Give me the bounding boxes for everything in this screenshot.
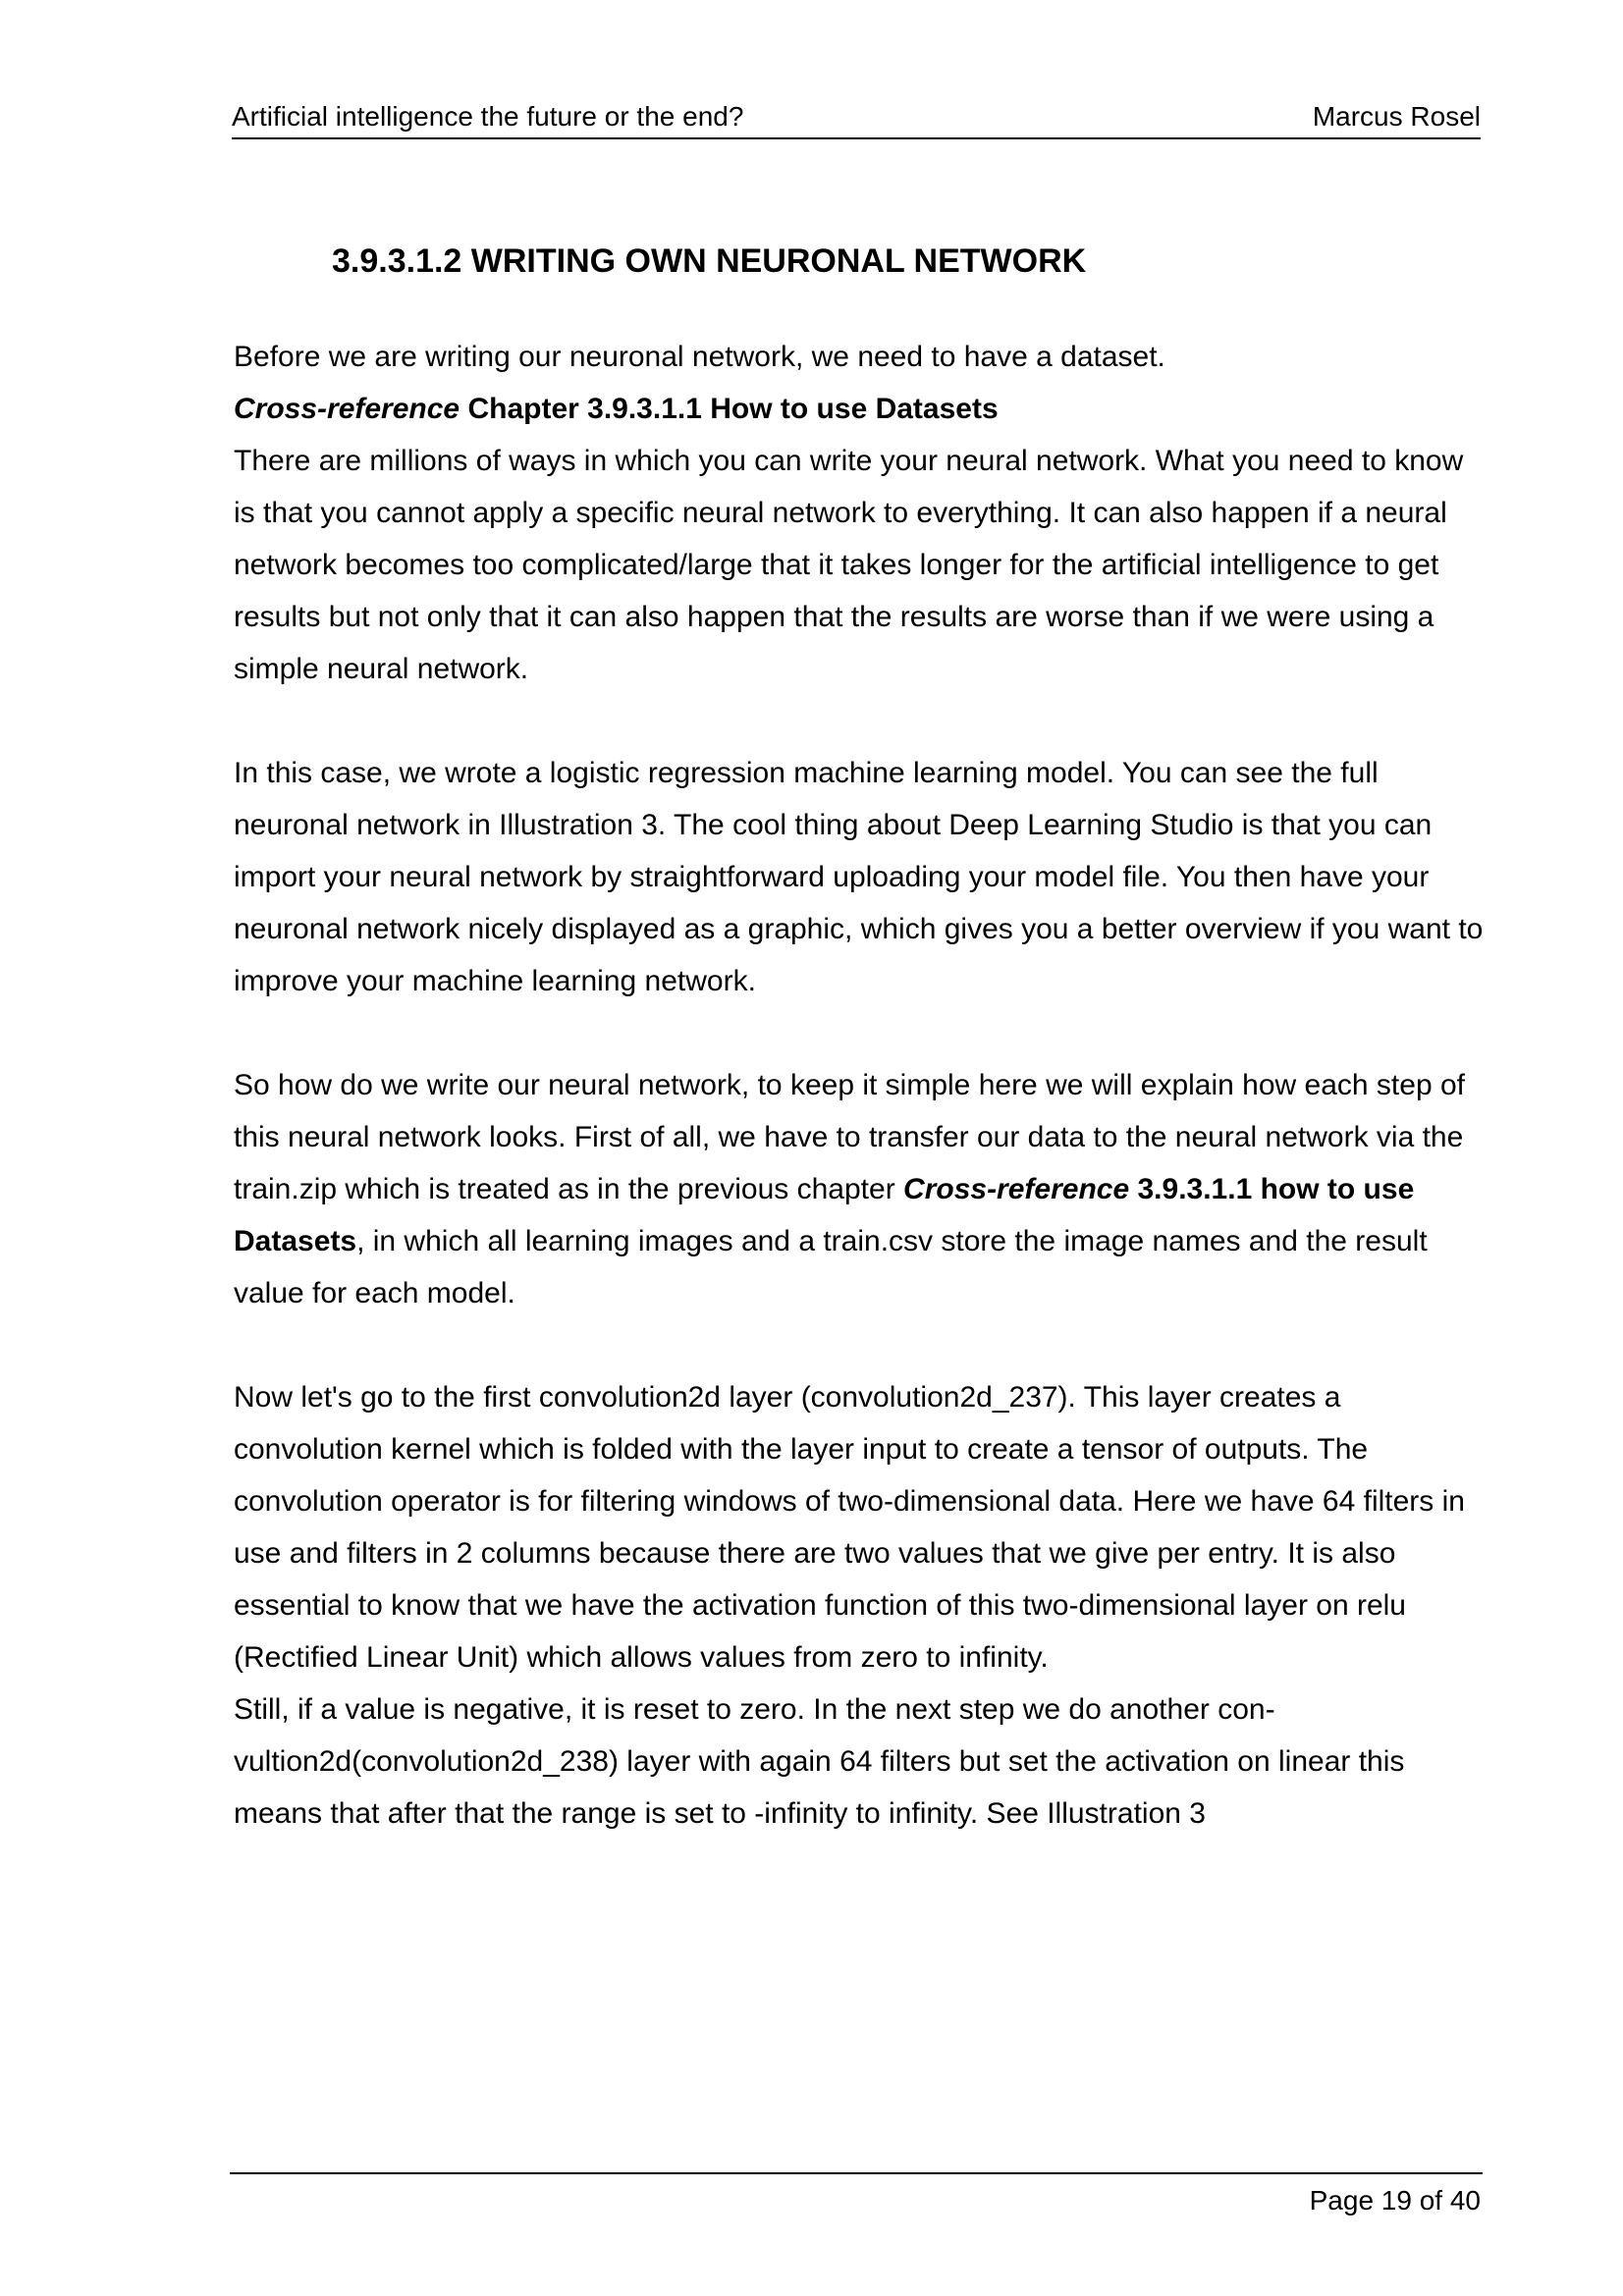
paragraph-activation: Still, if a value is negative, it is reset to zero. In the next step we do another con-vultion2d(convolution2d_238) layer with again 64 filters but set the activation on linear this means that after that the range is set to -infinity to infinity. See Illustration 3 [234,1693,1405,1830]
section-heading: 3.9.3.1.2 WRITING OWN NEURONAL NETWORK [332,242,1087,280]
document-body [234,331,1490,1840]
page-header [232,100,1481,139]
header-title: Artificial intelligence the future or the end? [232,101,744,132]
cross-reference-label: Cross-reference [234,393,460,425]
paragraph-model: In this case, we wrote a logistic regression machine learning model. You can see the full neuronal network in Illustration 3. The cool thing about Deep Learning Studio is that you can import your neural network by straightforward uploading your model file. You then have your neuronal network nicely displayed as a graphic, which gives you a better overview if you want to improve your machine learning network. [234,757,1484,997]
cross-reference-target: Chapter 3.9.3.1.1 How to use Datasets [460,393,999,425]
paragraph-intro [234,331,1490,695]
page-number: Page 19 of 40 [1309,2185,1481,2216]
paragraph-convolution: Now let's go to the first convolution2d layer (convolution2d_237). This layer creates a convolution kernel which is folded with the layer input to create a tensor of outputs. The convolution operator is for filtering windows of two-dimensional data. Here we have 64 filters in use and filters in 2 columns because there are two values that we give per entry. It is also essential to know that we have the activation function of this two-dimensional layer on relu (Rectified Linear Unit) which allows values from zero to infinity. [234,1381,1465,1674]
intro-body: There are millions of ways in which you can write your neural network. What you need to know is that you cannot apply a specific neural network to everything. It can also happen if a neural network becomes too complicated/large that it takes longer for the artificial intelligence to get results but not only that it can also happen that the results are worse than if we were using a simple neural network. [234,445,1464,685]
header-author: Marcus Rosel [1312,101,1481,132]
cross-reference-target: 3.9.3.1.1 how to use Datasets [234,1173,1415,1257]
footer-rule [230,2172,1483,2174]
cross-reference-label: Cross-reference [903,1173,1130,1205]
intro-sentence: Before we are writing our neuronal network, we need to have a dataset. [234,341,1165,373]
paragraph-data-transfer: So how do we write our neural network, to keep it simple here we will explain how each step of this neural network looks. First of all, we have to transfer our data to the neural network via the train.zip which is treated as in the previous chapter Cross-reference 3.9.3.1.1 how to use Datasets, in which all learning images and a train.csv store the image names and the result value for each model. [234,1069,1465,1309]
